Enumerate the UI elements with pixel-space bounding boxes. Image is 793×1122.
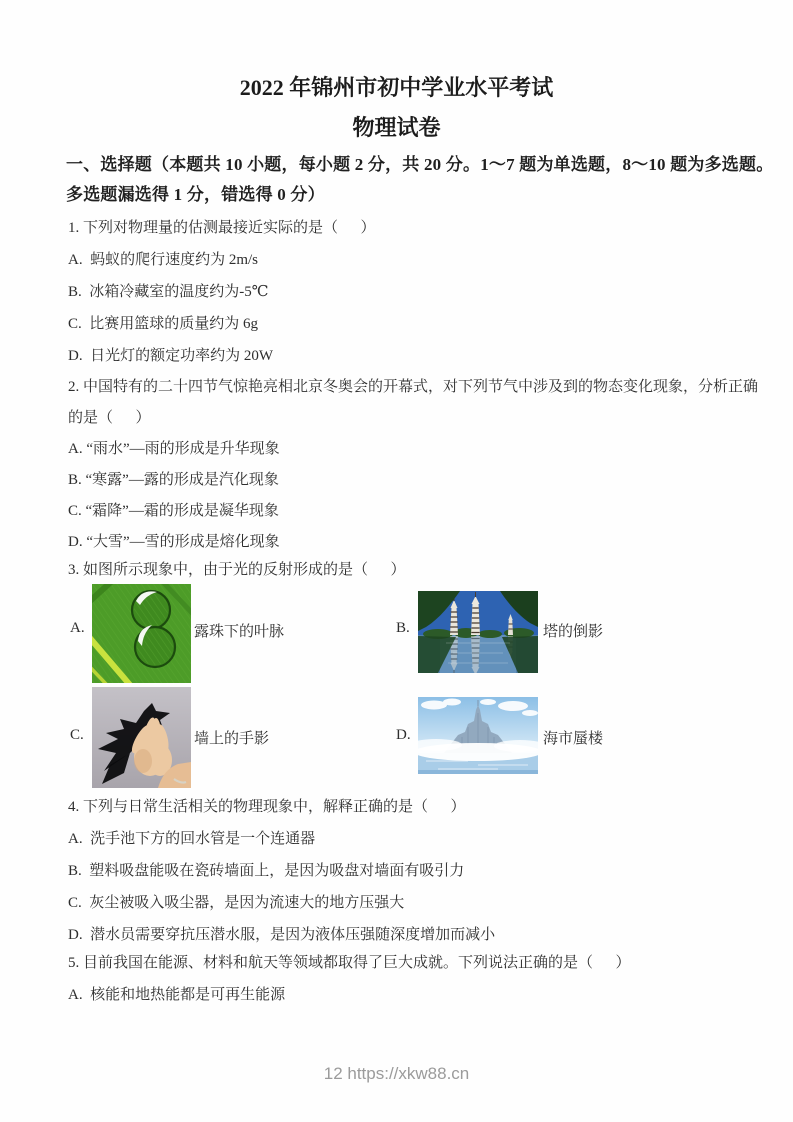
pagoda-photo-svg [418,591,538,673]
sea-mirage-image [418,697,538,774]
q4-option-c: C. 灰尘被吸入吸尘器，是因为流速大的地方压强大 [68,895,405,911]
section-heading-line2: 多选题漏选得 1 分，错选得 0 分） [66,185,325,204]
q3-option-d-letter: D. [396,727,411,743]
q1-stem: 1. 下列对物理量的估测最接近实际的是（ ） [68,220,376,236]
q3-option-c-letter: C. [70,727,84,743]
q4-option-a: A. 洗手池下方的回水管是一个连通器 [68,831,316,847]
q1-option-d: D. 日光灯的额定功率约为 20W [68,348,273,364]
q3-option-d-caption: 海市蜃楼 [543,731,604,747]
dew-drops-on-leaf-image [92,584,191,683]
q1-option-c: C. 比赛用篮球的质量约为 6g [68,316,259,332]
section-heading-line1: 一、选择题（本题共 10 小题，每小题 2 分，共 20 分。1～7 题为单选题，8～10 题为多选题。 [66,155,774,174]
mirage-photo-svg [418,697,538,774]
q4-option-d: D. 潜水员需要穿抗压潜水服，是因为液体压强随深度增加而减小 [68,927,496,943]
q3-option-a-letter: A. [70,620,85,636]
footer-page-number-and-url: 12 https://xkw88.cn [323,1064,470,1083]
q3-option-b-letter: B. [396,620,410,636]
pagoda-reflection-image [418,591,538,673]
q3-stem: 3. 如图所示现象中，由于光的反射形成的是（ ） [68,562,406,578]
q3-option-b-caption: 塔的倒影 [543,624,604,640]
paper-title: 2022 年锦州市初中学业水平考试 [239,75,554,100]
q1-option-a: A. 蚂蚁的爬行速度约为 2m/s [68,252,259,268]
q5-stem: 5. 目前我国在能源、材料和航天等领域都取得了巨大成就。下列说法正确的是（ ） [68,955,631,971]
q4-option-b: B. 塑料吸盘能吸在瓷砖墙面上，是因为吸盘对墙面有吸引力 [68,863,465,879]
paper-subtitle: 物理试卷 [352,115,441,140]
q4-stem: 4. 下列与日常生活相关的物理现象中，解释正确的是（ ） [68,799,466,815]
q2-option-a: A. “雨水”—雨的形成是升华现象 [68,441,280,457]
q3-option-a-caption: 露珠下的叶脉 [194,624,285,640]
q1-option-b: B. 冰箱冷藏室的温度约为-5℃ [68,284,269,300]
q3-option-c-caption: 墙上的手影 [194,731,270,747]
q2-option-d: D. “大雪”—雪的形成是熔化现象 [68,534,280,550]
q2-stem-line2: 的是（ ） [68,410,151,426]
q2-stem-line1: 2. 中国特有的二十四节气惊艳亮相北京冬奥会的开幕式，对下列节气中涉及到的物态变化现象，分析正确 [68,379,759,395]
q2-option-c: C. “霜降”—霜的形成是凝华现象 [68,503,279,519]
hand-shadow-photo-svg [92,687,191,788]
leaf-photo-svg [92,584,191,683]
q2-option-b: B. “寒露”—露的形成是汽化现象 [68,472,279,488]
hand-shadow-image [92,687,191,788]
q5-option-a: A. 核能和地热能都是可再生能源 [68,987,286,1003]
